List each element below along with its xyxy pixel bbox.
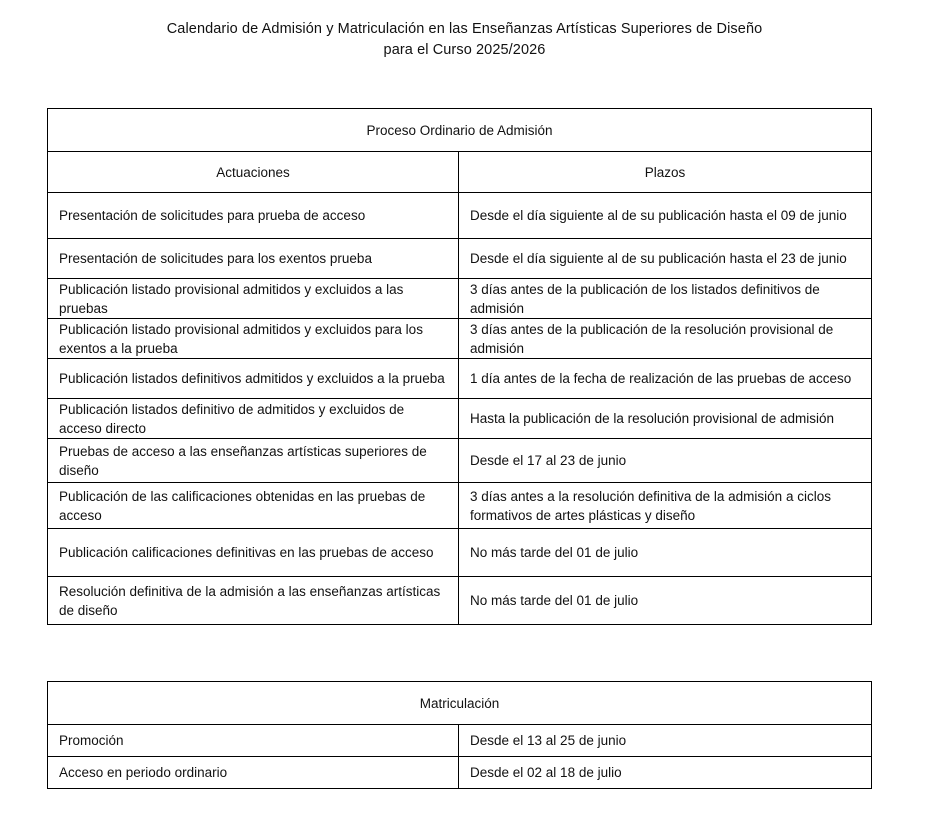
table-header-row [48,152,872,193]
table-row [48,239,872,279]
table-row [48,577,872,625]
cell-plazo: 3 días antes de la publicación de los listados definitivos de admisión [459,279,872,319]
cell-actuacion: Resolución definitiva de la admisión a las enseñanzas artísticas de diseño [48,577,459,625]
cell-plazo: Desde el 02 al 18 de julio [459,757,872,789]
table-caption-matriculacion: Matriculación [48,682,872,725]
table-matriculacion [47,681,872,789]
cell-actuacion: Presentación de solicitudes para prueba de acceso [48,193,459,239]
cell-plazo: Desde el día siguiente al de su publicación hasta el 09 de junio [459,193,872,239]
table-caption-row [48,109,872,152]
cell-plazo: Desde el 17 al 23 de junio [459,439,872,483]
cell-plazo: Hasta la publicación de la resolución provisional de admisión [459,399,872,439]
cell-plazo: No más tarde del 01 de julio [459,529,872,577]
table-row [48,399,872,439]
cell-actuacion: Presentación de solicitudes para los exentos prueba [48,239,459,279]
cell-plazo: No más tarde del 01 de julio [459,577,872,625]
cell-plazo: 3 días antes de la publicación de la resolución provisional de admisión [459,319,872,359]
column-header-actuaciones: Actuaciones [48,152,459,193]
cell-plazo: 3 días antes a la resolución definitiva de la admisión a ciclos formativos de artes plásticas y diseño [459,483,872,529]
column-header-plazos: Plazos [459,152,872,193]
cell-actuacion: Publicación listados definitivos admitidos y excluidos a la prueba [48,359,459,399]
table-caption-row [48,682,872,725]
table-caption-proceso-ordinario: Proceso Ordinario de Admisión [48,109,872,152]
page-title-line-1: Calendario de Admisión y Matriculación en las Enseñanzas Artísticas Superiores de Diseño [166,21,763,37]
cell-actuacion: Publicación listados definitivo de admitidos y excluidos de acceso directo [48,399,459,439]
table-row [48,439,872,483]
table-row [48,757,872,789]
table-row [48,725,872,757]
table-row [48,483,872,529]
cell-actuacion: Publicación listado provisional admitidos y excluidos a las pruebas [48,279,459,319]
cell-actuacion: Publicación listado provisional admitidos y excluidos para los exentos a la prueba [48,319,459,359]
cell-actuacion: Acceso en periodo ordinario [48,757,459,789]
table-row [48,359,872,399]
table-row [48,193,872,239]
page-title-line-2: para el Curso 2025/2026 [383,42,546,58]
page-title [0,0,929,61]
table-proceso-ordinario [47,108,872,625]
table-row [48,319,872,359]
table-row [48,529,872,577]
cell-actuacion: Promoción [48,725,459,757]
cell-plazo: Desde el 13 al 25 de junio [459,725,872,757]
table-matriculacion-container [47,681,871,789]
cell-actuacion: Pruebas de acceso a las enseñanzas artísticas superiores de diseño [48,439,459,483]
cell-actuacion: Publicación calificaciones definitivas en las pruebas de acceso [48,529,459,577]
cell-actuacion: Publicación de las calificaciones obtenidas en las pruebas de acceso [48,483,459,529]
cell-plazo: Desde el día siguiente al de su publicación hasta el 23 de junio [459,239,872,279]
cell-plazo: 1 día antes de la fecha de realización de las pruebas de acceso [459,359,872,399]
table-proceso-ordinario-container [47,108,871,625]
table-row [48,279,872,319]
